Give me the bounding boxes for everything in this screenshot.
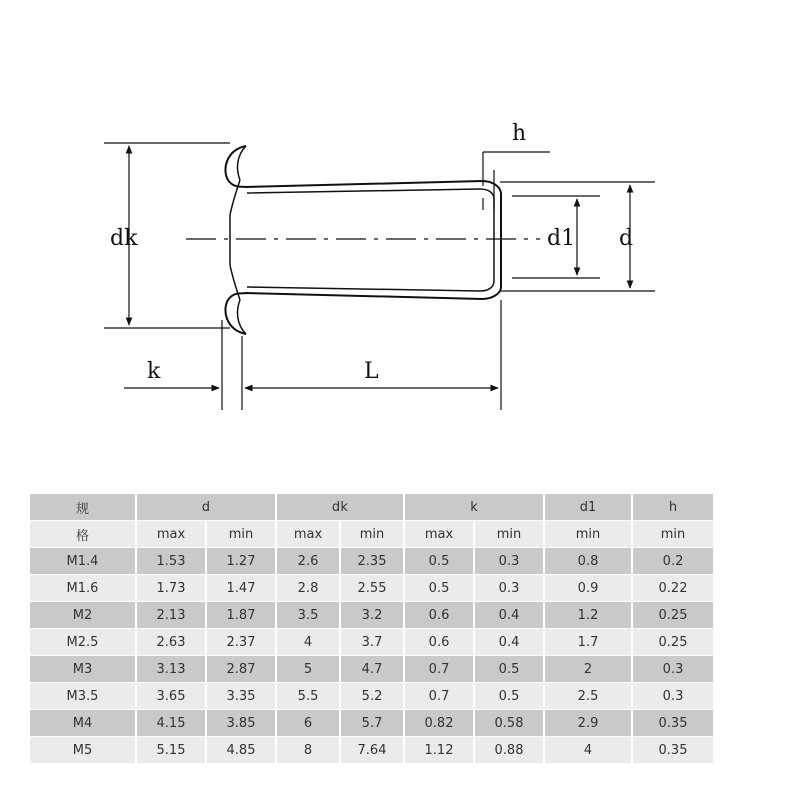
cell-k-min: 0.88 bbox=[474, 737, 544, 764]
table-row bbox=[30, 548, 714, 575]
cell-h-min: 0.35 bbox=[632, 710, 714, 737]
cell-spec: M1.6 bbox=[30, 575, 136, 602]
cell-d-max: 3.65 bbox=[136, 683, 206, 710]
cell-dk-max: 3.5 bbox=[276, 602, 340, 629]
cell-k-max: 0.5 bbox=[404, 575, 474, 602]
label-d: d bbox=[619, 226, 634, 251]
header-k: k bbox=[404, 494, 544, 521]
label-dk: dk bbox=[110, 226, 138, 251]
header-h-min: min bbox=[632, 521, 714, 548]
cell-d-max: 2.13 bbox=[136, 602, 206, 629]
cell-d-min: 2.87 bbox=[206, 656, 276, 683]
cell-d1-min: 4 bbox=[544, 737, 632, 764]
cell-dk-min: 5.7 bbox=[340, 710, 404, 737]
header-d1-min: min bbox=[544, 521, 632, 548]
rivet-spec-table bbox=[30, 494, 715, 764]
cell-k-max: 0.7 bbox=[404, 656, 474, 683]
cell-d-max: 3.13 bbox=[136, 656, 206, 683]
cell-d-min: 1.87 bbox=[206, 602, 276, 629]
cell-k-max: 1.12 bbox=[404, 737, 474, 764]
cell-k-max: 0.6 bbox=[404, 629, 474, 656]
cell-d1-min: 1.7 bbox=[544, 629, 632, 656]
header-dk: dk bbox=[276, 494, 404, 521]
cell-k-min: 0.3 bbox=[474, 548, 544, 575]
cell-spec: M2 bbox=[30, 602, 136, 629]
cell-h-min: 0.25 bbox=[632, 629, 714, 656]
header-dk-min: min bbox=[340, 521, 404, 548]
cell-h-min: 0.2 bbox=[632, 548, 714, 575]
cell-d-min: 1.27 bbox=[206, 548, 276, 575]
cell-d-max: 5.15 bbox=[136, 737, 206, 764]
header-spec: 规 bbox=[30, 494, 136, 521]
table-row bbox=[30, 656, 714, 683]
header-row-1 bbox=[30, 494, 714, 521]
cell-d1-min: 2.9 bbox=[544, 710, 632, 737]
header-d1: d1 bbox=[544, 494, 632, 521]
cell-d1-min: 2 bbox=[544, 656, 632, 683]
cell-spec: M5 bbox=[30, 737, 136, 764]
rivet-body bbox=[225, 146, 501, 334]
cell-spec: M4 bbox=[30, 710, 136, 737]
table-row bbox=[30, 602, 714, 629]
cell-dk-min: 5.2 bbox=[340, 683, 404, 710]
cell-dk-max: 2.6 bbox=[276, 548, 340, 575]
cell-d-min: 1.47 bbox=[206, 575, 276, 602]
cell-k-max: 0.7 bbox=[404, 683, 474, 710]
header-k-min: min bbox=[474, 521, 544, 548]
label-k: k bbox=[147, 359, 161, 384]
cell-d-min: 3.85 bbox=[206, 710, 276, 737]
cell-h-min: 0.3 bbox=[632, 683, 714, 710]
cell-k-max: 0.82 bbox=[404, 710, 474, 737]
cell-dk-min: 7.64 bbox=[340, 737, 404, 764]
header-d: d bbox=[136, 494, 276, 521]
cell-k-min: 0.58 bbox=[474, 710, 544, 737]
cell-dk-max: 5 bbox=[276, 656, 340, 683]
table-row bbox=[30, 575, 714, 602]
cell-d1-min: 2.5 bbox=[544, 683, 632, 710]
label-d1: d1 bbox=[547, 226, 576, 251]
cell-d-max: 1.53 bbox=[136, 548, 206, 575]
header-d-min: min bbox=[206, 521, 276, 548]
cell-d-max: 2.63 bbox=[136, 629, 206, 656]
cell-spec: M3 bbox=[30, 656, 136, 683]
cell-spec: M2.5 bbox=[30, 629, 136, 656]
cell-spec: M1.4 bbox=[30, 548, 136, 575]
label-h: h bbox=[512, 121, 527, 146]
cell-h-min: 0.25 bbox=[632, 602, 714, 629]
cell-d1-min: 1.2 bbox=[544, 602, 632, 629]
cell-dk-max: 2.8 bbox=[276, 575, 340, 602]
cell-k-max: 0.5 bbox=[404, 548, 474, 575]
header-dk-max: max bbox=[276, 521, 340, 548]
cell-d1-min: 0.8 bbox=[544, 548, 632, 575]
cell-dk-min: 2.55 bbox=[340, 575, 404, 602]
cell-k-min: 0.5 bbox=[474, 683, 544, 710]
cell-k-min: 0.5 bbox=[474, 656, 544, 683]
cell-d-max: 1.73 bbox=[136, 575, 206, 602]
cell-dk-min: 4.7 bbox=[340, 656, 404, 683]
cell-h-min: 0.22 bbox=[632, 575, 714, 602]
cell-dk-max: 4 bbox=[276, 629, 340, 656]
header-k-max: max bbox=[404, 521, 474, 548]
cell-h-min: 0.35 bbox=[632, 737, 714, 764]
header-d-max: max bbox=[136, 521, 206, 548]
header-row-2 bbox=[30, 521, 714, 548]
cell-spec: M3.5 bbox=[30, 683, 136, 710]
cell-dk-min: 2.35 bbox=[340, 548, 404, 575]
cell-dk-max: 8 bbox=[276, 737, 340, 764]
cell-dk-min: 3.7 bbox=[340, 629, 404, 656]
table-row bbox=[30, 737, 714, 764]
table-row bbox=[30, 629, 714, 656]
cell-d-min: 3.35 bbox=[206, 683, 276, 710]
cell-dk-min: 3.2 bbox=[340, 602, 404, 629]
cell-k-min: 0.4 bbox=[474, 629, 544, 656]
cell-d-min: 2.37 bbox=[206, 629, 276, 656]
cell-k-min: 0.3 bbox=[474, 575, 544, 602]
cell-k-min: 0.4 bbox=[474, 602, 544, 629]
table-row bbox=[30, 710, 714, 737]
table-row bbox=[30, 683, 714, 710]
cell-d1-min: 0.9 bbox=[544, 575, 632, 602]
cell-dk-max: 6 bbox=[276, 710, 340, 737]
cell-d-max: 4.15 bbox=[136, 710, 206, 737]
header-h: h bbox=[632, 494, 714, 521]
cell-h-min: 0.3 bbox=[632, 656, 714, 683]
header-spec-2: 格 bbox=[30, 521, 136, 548]
cell-dk-max: 5.5 bbox=[276, 683, 340, 710]
label-L: L bbox=[364, 359, 379, 384]
cell-d-min: 4.85 bbox=[206, 737, 276, 764]
cell-k-max: 0.6 bbox=[404, 602, 474, 629]
